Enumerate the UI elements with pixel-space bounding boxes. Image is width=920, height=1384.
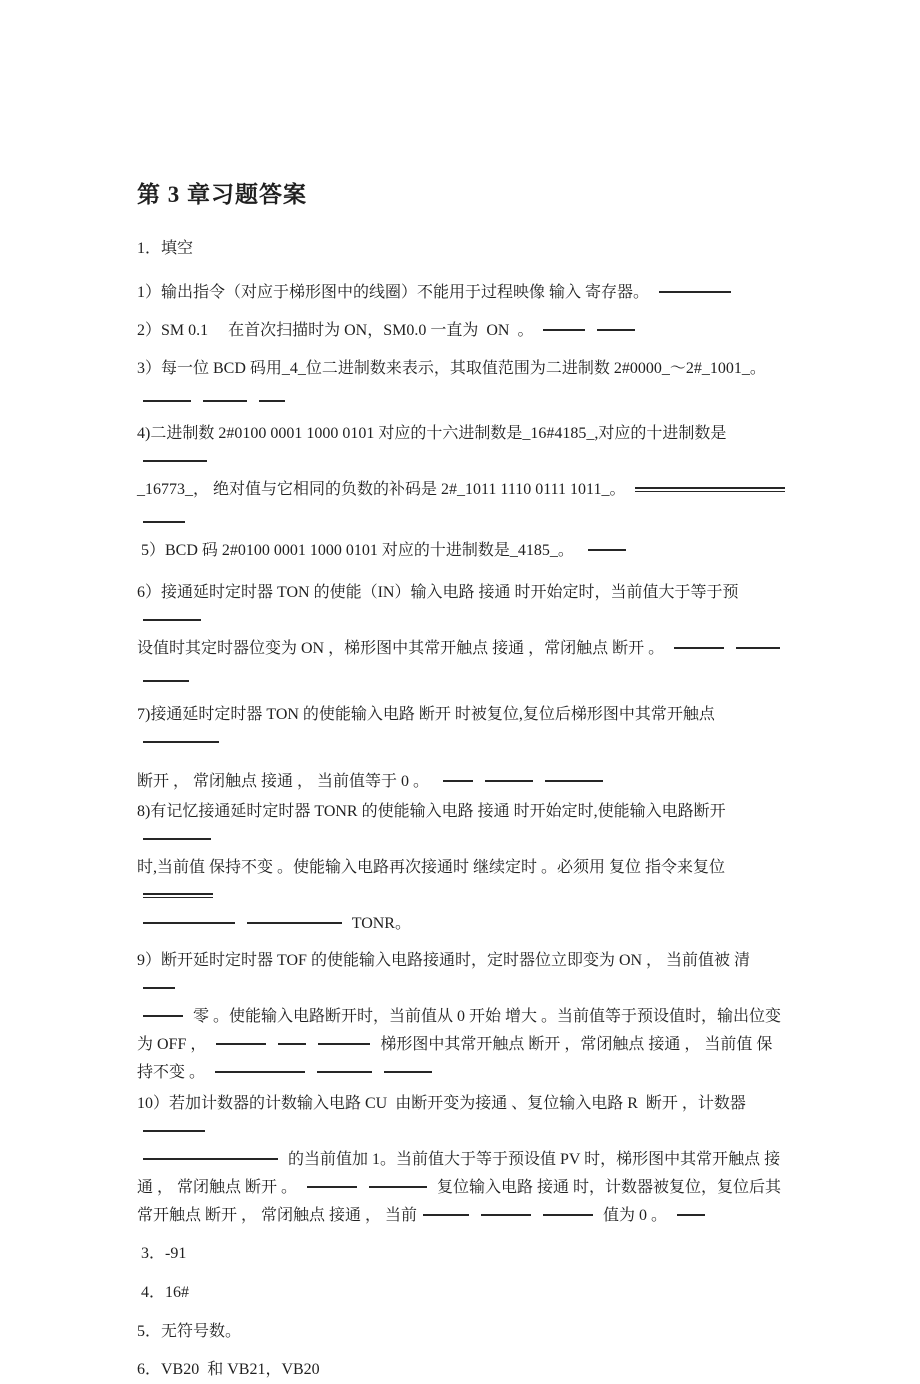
question-9	[137, 947, 792, 1087]
text-run: 6）接通延时定时器 TON 的使能（IN）输入电路 接通 时开始定时，当前值大于等于预	[137, 584, 739, 601]
question-1-line-1	[137, 279, 792, 307]
question-3	[137, 355, 792, 416]
fill-in-blank-line	[545, 780, 603, 782]
fill-in-blank-line	[143, 460, 207, 462]
question-10	[137, 1090, 792, 1230]
fill-in-blank-line	[736, 647, 780, 649]
text-run: 1．填空	[137, 240, 194, 257]
fill-in-blank-line	[278, 1043, 306, 1045]
fill-in-blank-line	[216, 1043, 266, 1045]
text-run: _16773_， 绝对值与它相同的负数的补码是 2#_1011 1110 0111 1011_。	[137, 481, 630, 498]
question-5	[137, 537, 792, 565]
document-title: 第 3 章习题答案	[137, 182, 307, 207]
fill-in-blank-line	[423, 1214, 469, 1216]
question-6	[137, 579, 792, 696]
fill-in-blank-line	[143, 987, 175, 989]
fill-in-blank-line	[143, 1130, 205, 1132]
fill-in-blank-line	[143, 922, 235, 924]
question-6-line-3	[137, 668, 792, 696]
text-run: 3）每一位 BCD 码用_4_位二进制数来表示，其取值范围为二进制数 2#0000_～2#_1001_。	[137, 360, 766, 377]
text-run: 8)有记忆接通延时定时器 TONR 的使能输入电路 接通 时开始定时,使能输入电路断开	[137, 803, 726, 820]
fill-in-blank-line	[247, 922, 342, 924]
fill-in-blank-line	[485, 780, 533, 782]
question-7	[137, 701, 792, 796]
question-10-line-1	[137, 1090, 792, 1146]
question-9-line-1	[137, 947, 792, 1003]
question-8	[137, 798, 792, 938]
fill-in-blank-line	[143, 680, 189, 682]
fill-in-blank-line	[143, 741, 219, 743]
question-6-line-1	[137, 579, 792, 635]
question-2-line-1	[137, 317, 792, 345]
question-4-line-3	[137, 509, 792, 537]
question-4-line-1	[137, 420, 792, 476]
text-run: 7)接通延时定时器 TON 的使能输入电路 断开 时被复位,复位后梯形图中其常开触点	[137, 706, 719, 723]
question-1	[137, 279, 792, 307]
fill-in-blank-line	[143, 619, 201, 621]
question-4	[137, 420, 792, 537]
fill-in-blank-line	[143, 838, 211, 840]
fill-in-blank-line	[659, 291, 731, 293]
question-8-line-2	[137, 854, 792, 910]
fill-in-blank-line	[597, 329, 635, 331]
fill-in-blank-line	[143, 893, 213, 898]
fill-in-blank-line	[674, 647, 724, 649]
text-run: 通 ， 常闭触点 断开 。	[137, 1179, 302, 1196]
question-4-line-2	[137, 476, 792, 504]
text-run: 为 OFF ，	[137, 1036, 211, 1053]
text-run: 1）输出指令（对应于梯形图中的线圈）不能用于过程映像 输入 寄存器。	[137, 284, 654, 301]
fill-in-blank-line	[677, 1214, 705, 1216]
fill-in-blank-line	[143, 1015, 183, 1017]
section-heading-fill-in	[137, 235, 792, 263]
question-9-line-3	[137, 1031, 792, 1059]
question-10-line-4	[137, 1202, 792, 1230]
fill-in-blank-line	[259, 400, 285, 402]
answer-3	[137, 1240, 792, 1268]
question-9-line-2	[137, 1003, 792, 1031]
text-run: 值为 0 。	[599, 1207, 672, 1224]
text-run: 10）若加计数器的计数输入电路 CU 由断开变为接通 、复位输入电路 R 断开 ，计数器	[137, 1095, 746, 1112]
answer-4-line-1	[137, 1279, 792, 1307]
text-run: 设值时其定时器位变为 ON ，梯形图中其常开触点 接通 ，常闭触点 断开 。	[137, 640, 669, 657]
text-run: 2）SM 0.1 在首次扫描时为 ON，SM0.0 一直为 ON 。	[137, 322, 538, 339]
fill-in-blank-line	[588, 549, 626, 551]
text-run: 梯形图中其常开触点 断开 ，常闭触点 接通 ， 当前值 保	[376, 1036, 773, 1053]
answer-6	[137, 1356, 792, 1384]
question-7-line-2	[137, 768, 792, 796]
text-run: 9）断开延时定时器 TOF 的使能输入电路接通时，定时器位立即变为 ON ， 当前值被 清	[137, 952, 751, 969]
text-run: 4)二进制数 2#0100 0001 1000 0101 对应的十六进制数是_16#4185_,对应的十进制数是	[137, 425, 727, 442]
question-3-line-2	[137, 388, 792, 416]
fill-in-blank-line	[369, 1186, 427, 1188]
text-run: 5）BCD 码 2#0100 0001 1000 0101 对应的十进制数是_4185_。	[137, 542, 582, 559]
text-run: 3．-91	[137, 1245, 187, 1262]
section-heading-fill-in-line-1	[137, 235, 792, 263]
answer-4	[137, 1279, 792, 1307]
question-3-line-1	[137, 355, 792, 383]
answer-5	[137, 1318, 792, 1346]
question-10-line-2	[137, 1146, 792, 1174]
fill-in-blank-line	[384, 1071, 432, 1073]
fill-in-blank-line	[307, 1186, 357, 1188]
question-9-line-4	[137, 1059, 792, 1087]
text-run: 6．VB20 和 VB21，VB20	[137, 1361, 320, 1378]
text-run: 持不变 。	[137, 1064, 210, 1081]
question-10-line-3	[137, 1174, 792, 1202]
fill-in-blank-line	[481, 1214, 531, 1216]
text-run: TONR。	[348, 915, 411, 932]
text-run: 时,当前值 保持不变 。使能输入电路再次接通时 继续定时 。必须用 复位 指令来复位	[137, 859, 726, 876]
text-run: 5．无符号数。	[137, 1323, 242, 1340]
text-run: 常开触点 断开 ， 常闭触点 接通 ， 当前	[137, 1207, 418, 1224]
fill-in-blank-line	[318, 1043, 370, 1045]
question-8-line-1	[137, 798, 792, 854]
answer-3-line-1	[137, 1240, 792, 1268]
fill-in-blank-line	[317, 1071, 372, 1073]
fill-in-blank-line	[543, 1214, 593, 1216]
text-run: 零 。使能输入电路断开时，当前值从 0 开始 增大 。当前值等于预设值时，输出位变	[189, 1008, 782, 1025]
fill-in-blank-line	[143, 521, 185, 523]
text-run: 断开 ， 常闭触点 接通 ， 当前值等于 0 。	[137, 773, 438, 790]
fill-in-blank-line	[443, 780, 473, 782]
text-run: 复位输入电路 接通 时，计数器被复位，复位后其	[433, 1179, 782, 1196]
text-run: 4．16#	[137, 1284, 190, 1301]
question-7-line-1	[137, 701, 792, 757]
question-6-line-2	[137, 635, 792, 663]
fill-in-blank-line	[143, 400, 191, 402]
fill-in-blank-line	[635, 487, 785, 492]
question-2	[137, 317, 792, 345]
question-5-line-1	[137, 537, 792, 565]
answer-6-line-1	[137, 1356, 792, 1384]
answer-5-line-1	[137, 1318, 792, 1346]
fill-in-blank-line	[215, 1071, 305, 1073]
fill-in-blank-line	[543, 329, 585, 331]
text-run: 的当前值加 1。当前值大于等于预设值 PV 时，梯形图中其常开触点 接	[284, 1151, 781, 1168]
question-8-line-3	[137, 910, 792, 938]
fill-in-blank-line	[203, 400, 247, 402]
fill-in-blank-line	[143, 1158, 278, 1160]
